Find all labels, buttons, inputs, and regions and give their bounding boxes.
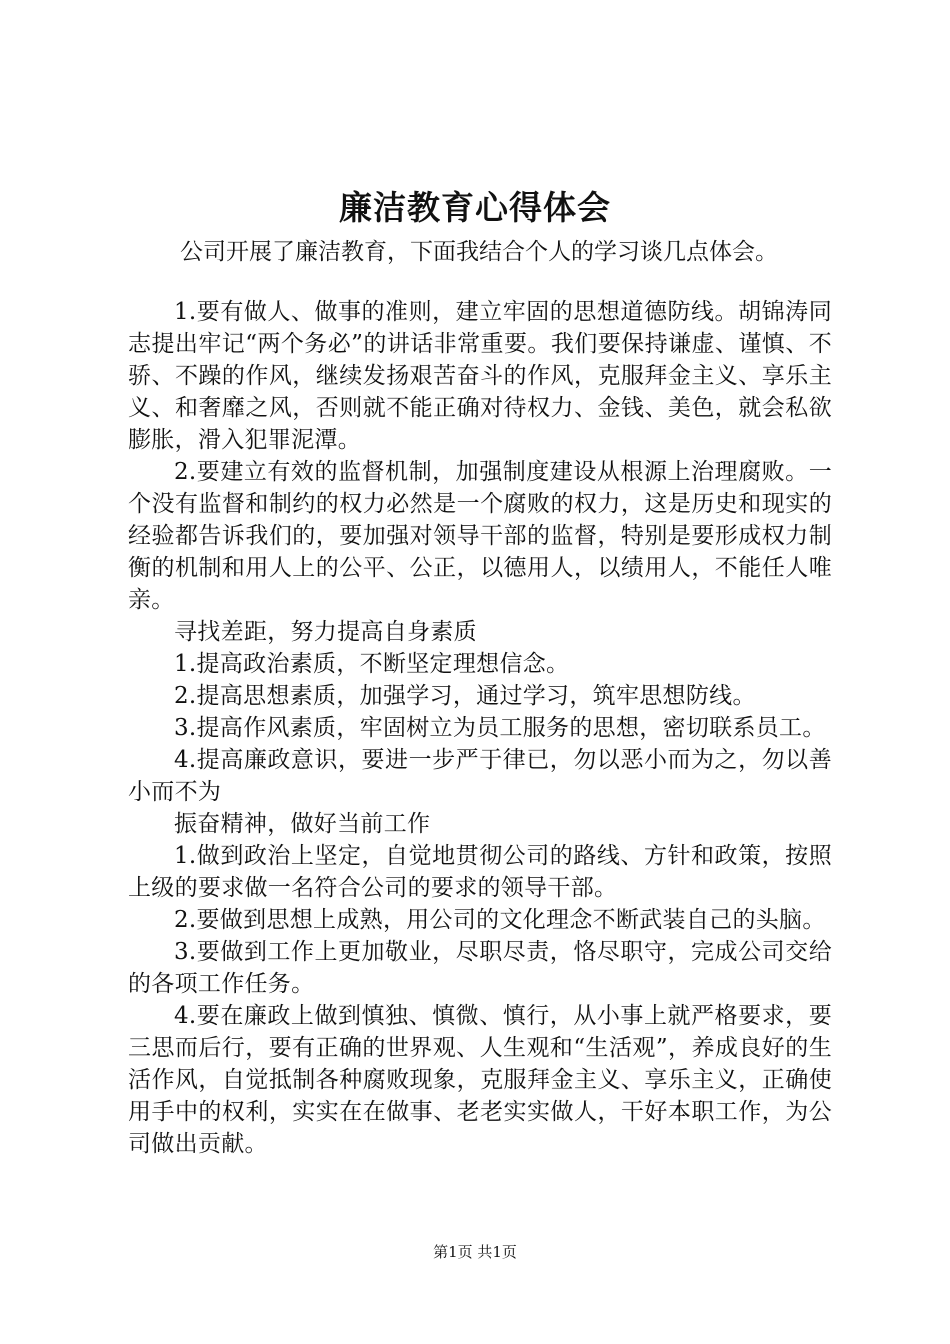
paragraph: 2.要做到思想上成熟，用公司的文化理念不断武装自己的头脑。 (174, 907, 826, 933)
section-heading: 寻找差距，努力提高自身素质 (174, 619, 477, 645)
section-heading: 振奋精神，做好当前工作 (174, 811, 431, 837)
page-footer: 第1页 共1页 (433, 1243, 517, 1261)
paragraph: 1.要有做人、做事的准则，建立牢固的思想道德防线。胡锦涛同志提出牢记“两个务必”的讲话非常重要。我们要保持谦虚、谨慎、不骄、不躁的作风，继续发扬艰苦奋斗的作风，克服拜金主义、享乐主义、和奢靡之风，否则就不能正确对待权力、金钱、美色，就会私欲膨胀，滑入犯罪泥潭。 (128, 299, 832, 453)
paragraph: 1.做到政治上坚定，自觉地贯彻公司的路线、方针和政策，按照上级的要求做一名符合公司的要求的领导干部。 (128, 843, 832, 901)
intro-paragraph: 公司开展了廉洁教育，下面我结合个人的学习谈几点体会。 (180, 239, 778, 265)
paragraph: 2.提高思想素质，加强学习，通过学习，筑牢思想防线。 (174, 683, 756, 709)
paragraph: 4.提高廉政意识，要进一步严于律已，勿以恶小而为之，勿以善小而不为 (128, 747, 832, 805)
document-title: 廉洁教育心得体会 (339, 188, 611, 227)
paragraph: 1.提高政治素质，不断坚定理想信念。 (174, 651, 570, 677)
paragraph: 4.要在廉政上做到慎独、慎微、慎行，从小事上就严格要求，要三思而后行，要有正确的世界观、人生观和“生活观”，养成良好的生活作风，自觉抵制各种腐败现象，克服拜金主义、享乐主义，正确使用手中的权利，实实在在做事、老老实实做人，干好本职工作，为公司做出贡献。 (128, 1003, 832, 1157)
paragraph: 3.要做到工作上更加敬业，尽职尽责，恪尽职守，完成公司交给的各项工作任务。 (128, 939, 832, 997)
paragraph: 3.提高作风素质，牢固树立为员工服务的思想，密切联系员工。 (174, 715, 826, 741)
document-body (128, 296, 832, 1160)
paragraph: 2.要建立有效的监督机制，加强制度建设从根源上治理腐败。一个没有监督和制约的权力必然是一个腐败的权力，这是历史和现实的经验都告诉我们的，要加强对领导干部的监督，特别是要形成权力制衡的机制和用人上的公平、公正，以德用人，以绩用人，不能任人唯亲。 (128, 459, 832, 613)
